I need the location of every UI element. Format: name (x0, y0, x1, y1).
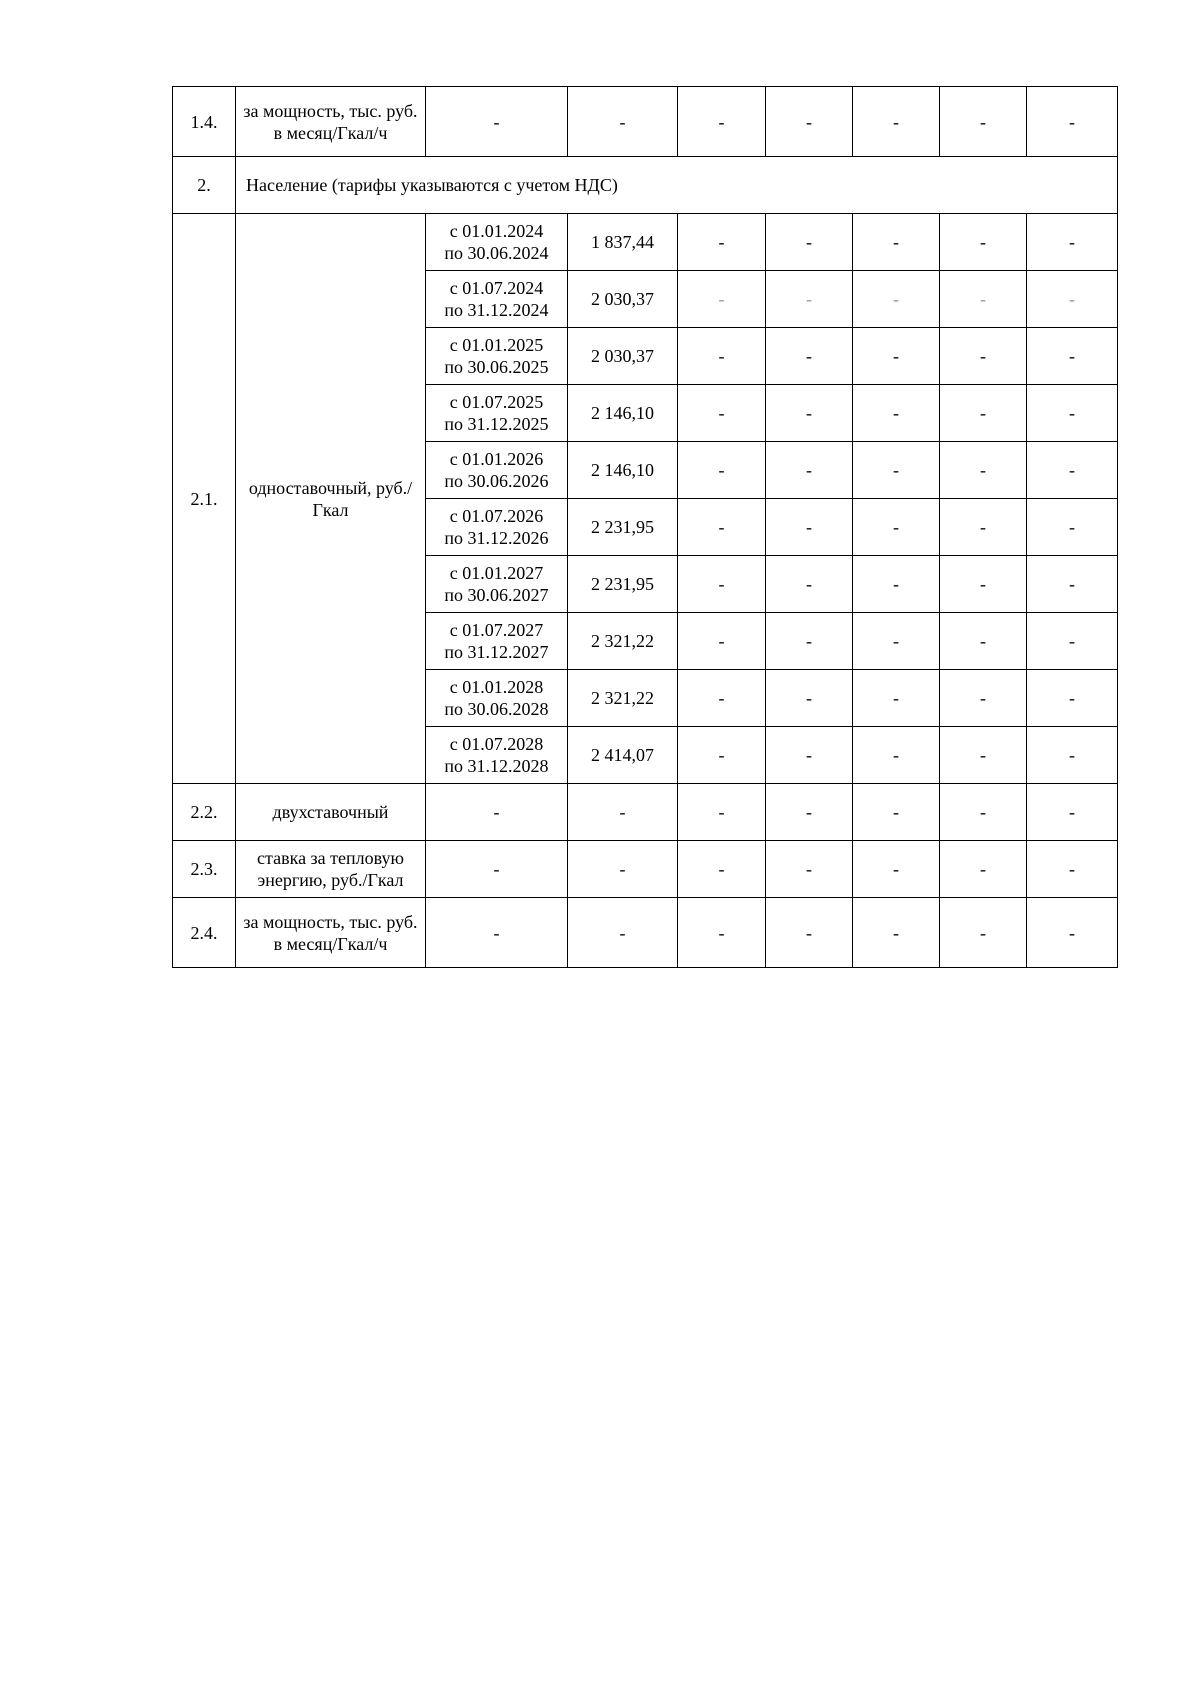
period-from: с 01.07.2028 (449, 734, 544, 754)
period-to: по 31.12.2024 (444, 300, 549, 320)
value-cell: - (1027, 271, 1118, 328)
value-cell: - (940, 841, 1027, 898)
period-from: с 01.01.2027 (449, 563, 544, 583)
value-cell: - (940, 214, 1027, 271)
value-cell: - (766, 385, 853, 442)
period-from: с 01.01.2025 (449, 335, 544, 355)
row-number: 2.4. (173, 898, 236, 968)
tariff-value: 1 837,44 (568, 214, 678, 271)
value-cell: - (1027, 87, 1118, 157)
value-cell: - (1027, 385, 1118, 442)
period-cell (426, 328, 568, 385)
period-cell (426, 613, 568, 670)
value-cell: - (940, 727, 1027, 784)
value-cell: - (766, 499, 853, 556)
value-cell: - (1027, 727, 1118, 784)
period-to: по 30.06.2027 (444, 585, 549, 605)
period-cell (426, 670, 568, 727)
value-cell: - (766, 784, 853, 841)
tariff-table (172, 86, 1118, 968)
value-cell: - (853, 556, 940, 613)
value-cell: - (766, 328, 853, 385)
tariff-value: 2 414,07 (568, 727, 678, 784)
period-cell (426, 271, 568, 328)
value-cell: - (853, 898, 940, 968)
section-title: Население (тарифы указываются с учетом НДС) (236, 157, 1118, 214)
period-to: по 31.12.2025 (444, 414, 549, 434)
value-cell: - (853, 271, 940, 328)
section-number: 2. (173, 157, 236, 214)
table-row (173, 841, 1118, 898)
period-to: по 31.12.2028 (444, 756, 549, 776)
value-cell: - (1027, 613, 1118, 670)
tariff-value: 2 030,37 (568, 328, 678, 385)
period-from: с 01.07.2026 (449, 506, 544, 526)
value-cell: - (568, 784, 678, 841)
value-cell: - (940, 499, 1027, 556)
value-cell: - (678, 385, 766, 442)
period-from: с 01.07.2024 (449, 278, 544, 298)
value-cell: - (940, 328, 1027, 385)
period-to: по 31.12.2026 (444, 528, 549, 548)
period-cell: - (426, 841, 568, 898)
value-cell: - (853, 727, 940, 784)
value-cell: - (853, 385, 940, 442)
period-cell: - (426, 898, 568, 968)
value-cell: - (1027, 784, 1118, 841)
value-cell: - (766, 271, 853, 328)
value-cell: - (766, 841, 853, 898)
value-cell: - (940, 442, 1027, 499)
value-cell: - (1027, 841, 1118, 898)
period-from: с 01.01.2026 (449, 449, 544, 469)
value-cell: - (1027, 670, 1118, 727)
row-label: двухставочный (236, 784, 426, 841)
tariff-value: 2 030,37 (568, 271, 678, 328)
value-cell: - (766, 613, 853, 670)
value-cell: - (940, 784, 1027, 841)
row-number: 2.3. (173, 841, 236, 898)
period-to: по 30.06.2025 (444, 357, 549, 377)
period-to: по 30.06.2026 (444, 471, 549, 491)
value-cell: - (766, 556, 853, 613)
period-cell: - (426, 784, 568, 841)
row-number: 2.1. (173, 214, 236, 784)
table-section-row (173, 157, 1118, 214)
table-row (173, 898, 1118, 968)
value-cell: - (568, 841, 678, 898)
period-to: по 31.12.2027 (444, 642, 549, 662)
value-cell: - (853, 214, 940, 271)
value-cell: - (1027, 499, 1118, 556)
period-from: с 01.07.2027 (449, 620, 544, 640)
value-cell: - (766, 670, 853, 727)
period-cell (426, 727, 568, 784)
value-cell: - (940, 271, 1027, 328)
value-cell: - (678, 670, 766, 727)
table-row (173, 784, 1118, 841)
period-from: с 01.01.2028 (449, 677, 544, 697)
value-cell: - (940, 898, 1027, 968)
tariff-table-body (173, 87, 1118, 968)
row-label: за мощность, тыс. руб. в месяц/Гкал/ч (236, 87, 426, 157)
value-cell: - (853, 442, 940, 499)
value-cell: - (1027, 556, 1118, 613)
tariff-value: 2 321,22 (568, 613, 678, 670)
value-cell: - (1027, 898, 1118, 968)
value-cell: - (853, 499, 940, 556)
period-cell: - (426, 87, 568, 157)
tariff-value: 2 146,10 (568, 385, 678, 442)
value-cell: - (940, 385, 1027, 442)
period-cell (426, 556, 568, 613)
value-cell: - (678, 442, 766, 499)
period-from: с 01.01.2024 (449, 221, 544, 241)
value-cell: - (766, 442, 853, 499)
value-cell: - (678, 328, 766, 385)
value-cell: - (940, 613, 1027, 670)
value-cell: - (853, 328, 940, 385)
tariff-value: 2 146,10 (568, 442, 678, 499)
row-number: 1.4. (173, 87, 236, 157)
value-cell: - (678, 214, 766, 271)
value-cell: - (766, 898, 853, 968)
value-cell: - (568, 87, 678, 157)
value-cell: - (568, 898, 678, 968)
row-label: ставка за тепловую энергию, руб./Гкал (236, 841, 426, 898)
value-cell: - (1027, 328, 1118, 385)
value-cell: - (853, 841, 940, 898)
value-cell: - (766, 87, 853, 157)
value-cell: - (766, 214, 853, 271)
row-label: за мощность, тыс. руб. в месяц/Гкал/ч (236, 898, 426, 968)
value-cell: - (678, 499, 766, 556)
period-cell (426, 499, 568, 556)
tariff-value: 2 231,95 (568, 499, 678, 556)
tariff-value: 2 321,22 (568, 670, 678, 727)
value-cell: - (766, 727, 853, 784)
period-cell (426, 214, 568, 271)
value-cell: - (1027, 214, 1118, 271)
value-cell: - (1027, 442, 1118, 499)
value-cell: - (678, 841, 766, 898)
value-cell: - (678, 87, 766, 157)
value-cell: - (940, 87, 1027, 157)
period-cell (426, 385, 568, 442)
value-cell: - (678, 271, 766, 328)
value-cell: - (940, 556, 1027, 613)
value-cell: - (678, 556, 766, 613)
value-cell: - (940, 670, 1027, 727)
value-cell: - (853, 87, 940, 157)
row-label: одноставочный, руб./Гкал (236, 214, 426, 784)
value-cell: - (853, 613, 940, 670)
value-cell: - (678, 898, 766, 968)
value-cell: - (678, 613, 766, 670)
value-cell: - (678, 784, 766, 841)
period-to: по 30.06.2028 (444, 699, 549, 719)
period-cell (426, 442, 568, 499)
period-from: с 01.07.2025 (449, 392, 544, 412)
value-cell: - (853, 784, 940, 841)
row-number: 2.2. (173, 784, 236, 841)
tariff-value: 2 231,95 (568, 556, 678, 613)
table-row (173, 87, 1118, 157)
table-row (173, 214, 1118, 271)
period-to: по 30.06.2024 (444, 243, 549, 263)
value-cell: - (853, 670, 940, 727)
value-cell: - (678, 727, 766, 784)
